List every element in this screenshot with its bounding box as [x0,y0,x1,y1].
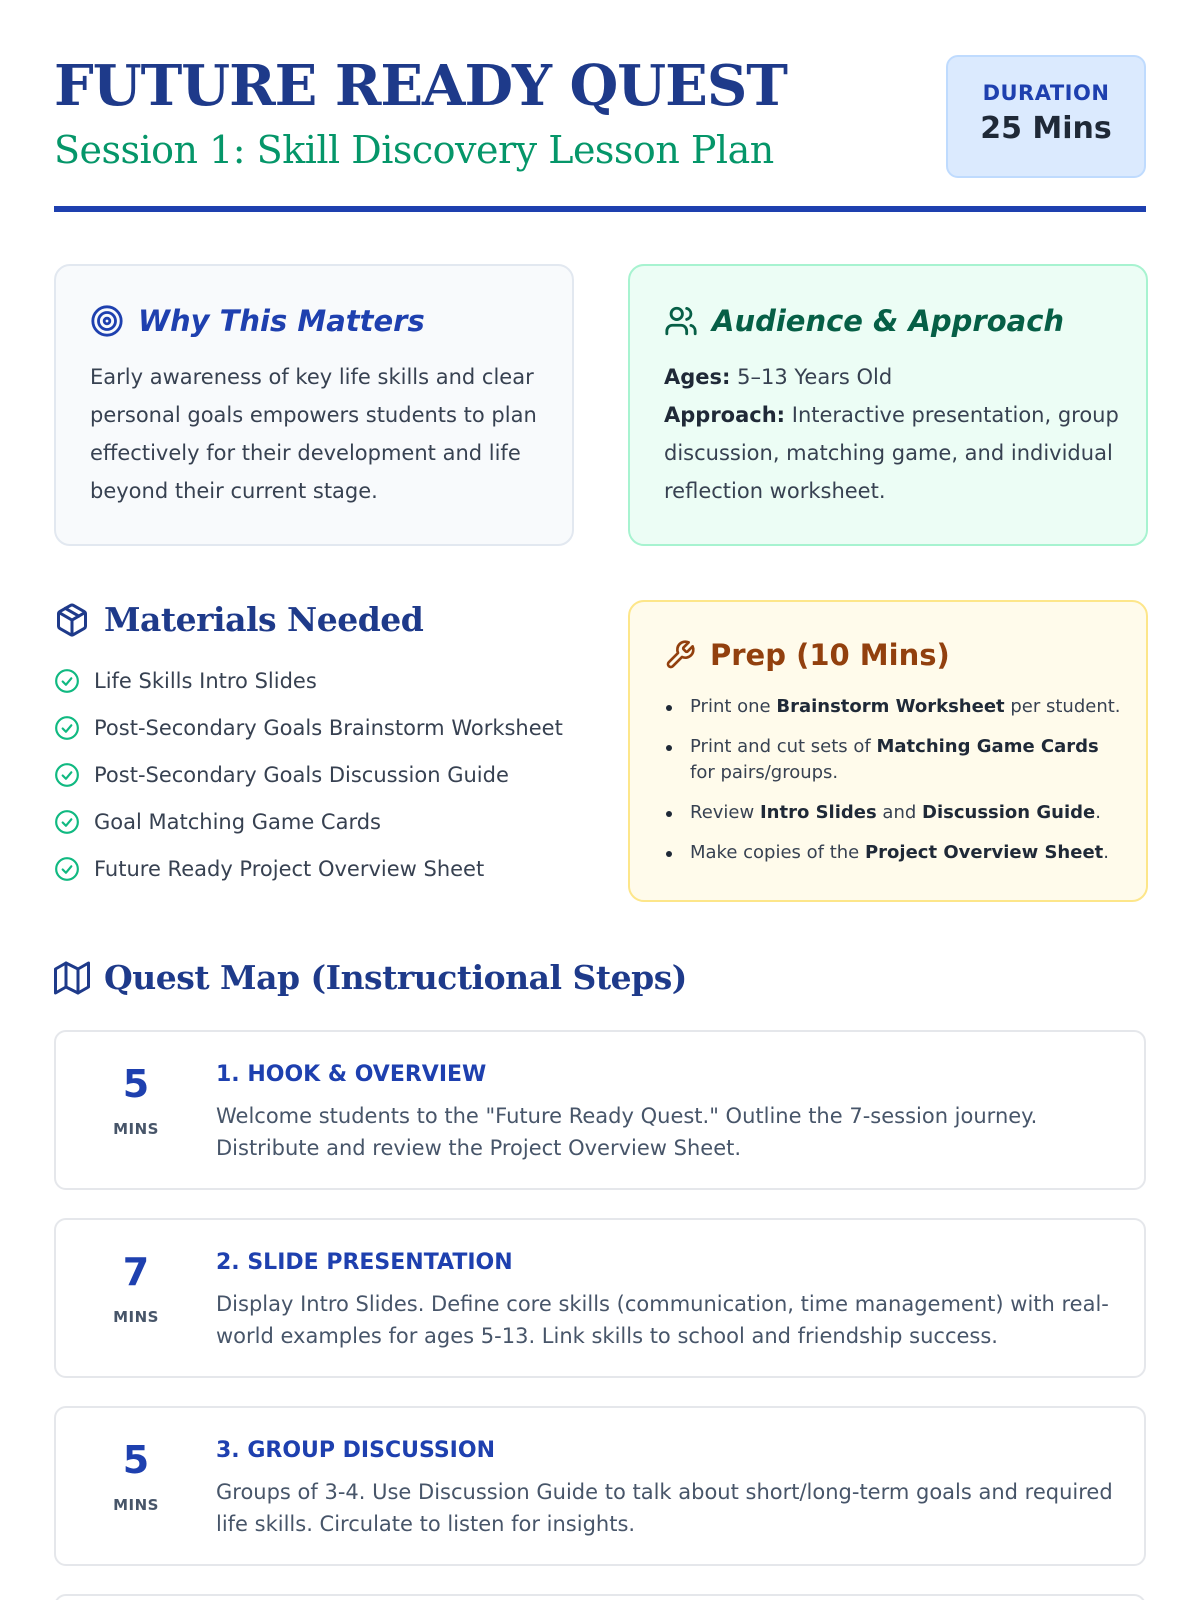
audience-card-body [664,358,1124,510]
step-minutes: 7 [122,1250,150,1294]
step-time [56,1032,216,1188]
audience-card-header [664,304,1064,338]
materials-list [54,657,594,892]
quest-map-title: Quest Map (Instructional Steps) [104,958,687,997]
list-item [54,798,594,845]
step-card [54,1218,1146,1378]
step-minutes: 5 [122,1438,150,1482]
material-label: Post-Secondary Goals Discussion Guide [94,762,509,787]
why-card [54,264,574,546]
list-item: Print and cut sets of Matching Game Cards for pairs/groups. [664,734,1124,786]
material-label: Future Ready Project Overview Sheet [94,856,485,881]
audience-card-title: Audience & Approach [712,304,1065,338]
page-header [54,50,1146,212]
materials-section [54,600,594,892]
step-card [54,1406,1146,1566]
approach-value: Interactive presentation, group discussion, matching game, and individual reflection worksheet. [664,403,1119,503]
step-unit: MINS [113,1119,159,1138]
step-card-partial [54,1594,1146,1600]
step-title: 3. GROUP DISCUSSION [216,1438,495,1463]
material-label: Goal Matching Game Cards [94,809,381,834]
check-circle-icon [54,809,80,835]
step-title: 1. HOOK & OVERVIEW [216,1062,487,1087]
why-card-title: Why This Matters [138,304,425,338]
duration-value: 25 Mins [980,111,1112,146]
list-item: Print one Brainstorm Worksheet per student. [664,694,1124,720]
material-label: Life Skills Intro Slides [94,668,317,693]
approach-line [664,396,1124,510]
ages-line [664,358,1124,396]
target-icon [90,304,124,338]
duration-badge [946,55,1146,178]
step-unit: MINS [113,1307,159,1326]
steps-list [54,1030,1146,1600]
step-description: Display Intro Slides. Define core skills (communication, time management) with real-world examples for ages 5-13. Link skills to school and friendship success. [216,1292,1109,1348]
prep-card-header [664,638,950,672]
map-icon [54,960,90,996]
audience-card [628,264,1148,546]
quest-map-section [54,958,1146,997]
check-circle-icon [54,668,80,694]
duration-label: DURATION [982,81,1110,105]
users-icon [664,304,698,338]
step-description: Welcome students to the "Future Ready Quest." Outline the 7-session journey. Distribute and review the Project Overview Sheet. [216,1104,1038,1160]
step-time [56,1220,216,1376]
step-time [56,1408,216,1564]
list-item [54,751,594,798]
step-minutes: 5 [122,1062,150,1106]
quest-map-header [54,958,1146,997]
check-circle-icon [54,715,80,741]
check-circle-icon [54,762,80,788]
material-label: Post-Secondary Goals Brainstorm Worksheet [94,715,563,740]
step-card [54,1030,1146,1190]
page-subtitle: Session 1: Skill Discovery Lesson Plan [54,128,774,172]
prep-list [664,694,1124,880]
package-icon [54,602,90,638]
list-item [54,704,594,751]
materials-title: Materials Needed [104,600,424,639]
prep-card-title: Prep (10 Mins) [710,638,950,672]
list-item: Review Intro Slides and Discussion Guide. [664,800,1124,826]
check-circle-icon [54,856,80,882]
ages-value: 5–13 Years Old [737,365,893,389]
materials-header [54,600,594,639]
approach-label: Approach: [664,403,786,427]
step-description: Groups of 3-4. Use Discussion Guide to talk about short/long-term goals and required life skills. Circulate to listen for insights. [216,1480,1113,1536]
ages-label: Ages: [664,365,731,389]
why-card-header [90,304,425,338]
why-card-body: Early awareness of key life skills and clear personal goals empowers students to plan effectively for their development and life beyond their current stage. [90,365,537,503]
page-title: FUTURE READY QUEST [54,53,787,119]
step-unit: MINS [113,1495,159,1514]
prep-card [628,600,1148,902]
wrench-icon [664,639,696,671]
list-item [54,845,594,892]
list-item [54,657,594,704]
step-title: 2. SLIDE PRESENTATION [216,1250,513,1275]
list-item: Make copies of the Project Overview Sheet. [664,840,1124,866]
